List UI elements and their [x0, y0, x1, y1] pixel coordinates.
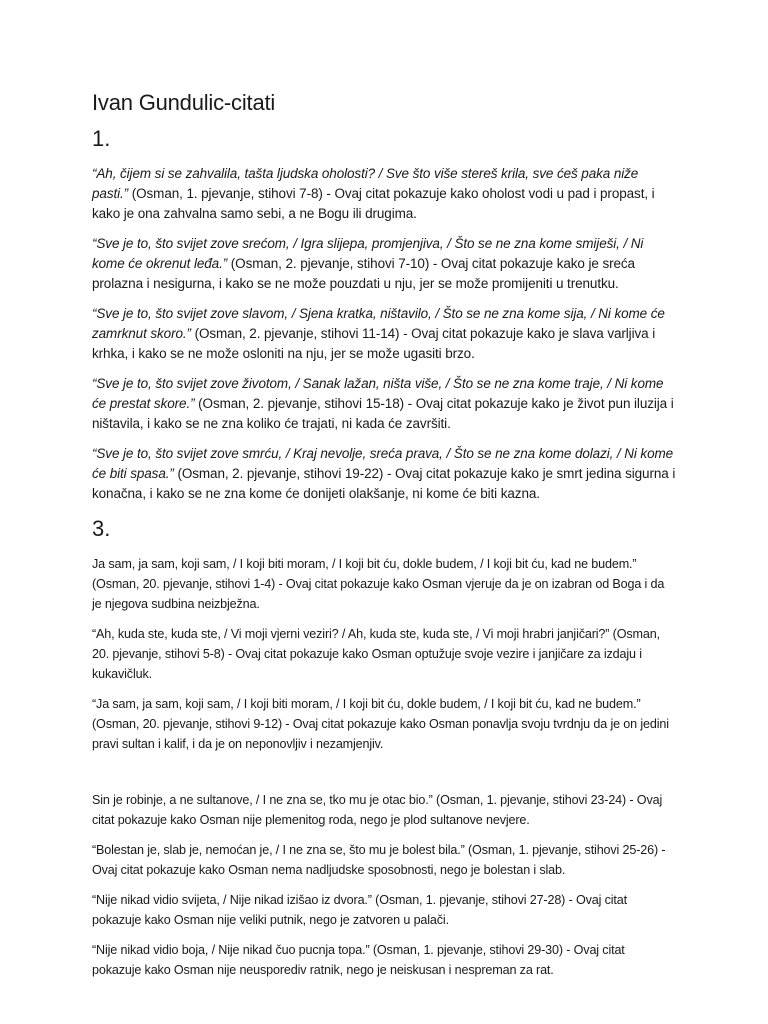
- section-heading-3: 3.: [92, 516, 111, 541]
- quote-text: “Sve je to, što svijet zove smrću, / Kraj nevolje, sreća prava, / Što se ne zna kome dolazi, / Ni kome će biti spasa.”: [92, 446, 674, 481]
- section-spacer: [92, 764, 677, 790]
- quote-paragraph: Ja sam, ja sam, koji sam, / I koji biti moram, / I koji bit ću, dokle budem, / I koji bit ću, kad ne budem.” (Osman, 20. pjevanje, stihovi 1-4) - Ovaj citat pokazuje kako Osman vjeruje da je on izabran od Boga i da je njegova sudbina neizbježna.: [92, 557, 665, 611]
- quote-text: “Ah, čijem si se zahvalila, tašta ljudska oholosti? / Sve što više stereš krila, sve ćeš paka niže pasti.”: [92, 166, 639, 201]
- quote-paragraph: “Ah, kuda ste, kuda ste, / Vi moji vjerni veziri? / Ah, kuda ste, kuda ste, / Vi moji hrabri janjičari?” (Osman, 20. pjevanje, stihovi 5-8) - Ovaj citat pokazuje kako Osman optužuje svoje vezire i janjičare za izdaju i kukavičluk.: [92, 627, 660, 681]
- quote-paragraph: Sin je robinje, a ne sultanove, / I ne zna se, tko mu je otac bio.” (Osman, 1. pjevanje, stihovi 23-24) - Ovaj citat pokazuje kako Osman nije plemenitog roda, nego je plod sultanove nevjere.: [92, 793, 663, 827]
- quote-paragraph: “Ja sam, ja sam, koji sam, / I koji biti moram, / I koji bit ću, dokle budem, / I koji bit ću, kad ne budem.” (Osman, 20. pjevanje, stihovi 9-12) - Ovaj citat pokazuje kako Osman ponavlja svoju tvrdnju da je on jedini pravi sultan i kalif, i da je on neponovljiv i nezamjenjiv.: [92, 697, 669, 751]
- quote-text: “Sve je to, što svijet zove životom, / Sanak lažan, ništa više, / Što se ne zna kome traje, / Ni kome će prestat skore.”: [92, 376, 664, 411]
- quote-paragraph: [92, 164, 677, 224]
- quote-paragraph: “Nije nikad vidio svijeta, / Nije nikad izišao iz dvora.” (Osman, 1. pjevanje, stihovi 27-28) - Ovaj citat pokazuje kako Osman nije veliki putnik, nego je zatvoren u palači.: [92, 893, 627, 927]
- document-page: [92, 88, 677, 990]
- quote-paragraph: [92, 374, 677, 434]
- quote-text: “Sve je to, što svijet zove slavom, / Sjena kratka, ništavilo, / Što se ne zna kome sija, / Ni kome će zamrknut skoro.”: [92, 306, 665, 341]
- quote-text: “Sve je to, što svijet zove srećom, / Igra slijepa, promjenjiva, / Što se ne zna kome smiješi, / Ni kome će okrenut leđa.”: [92, 236, 644, 271]
- quote-paragraph: [92, 444, 677, 504]
- section-heading-1: 1.: [92, 126, 111, 151]
- quote-paragraph: [92, 234, 677, 294]
- quote-commentary: (Osman, 2. pjevanje, stihovi 7-10) - Ovaj citat pokazuje kako je sreća prolazna i nesigurna, i kako se ne može pouzdati u nju, jer se može promijeniti u trenutku.: [92, 256, 635, 291]
- quote-commentary: (Osman, 1. pjevanje, stihovi 7-8) - Ovaj citat pokazuje kako oholost vodi u pad i propast, i kako je ona zahvalna samo sebi, a ne Bogu ili drugima.: [92, 186, 655, 221]
- quote-commentary: (Osman, 2. pjevanje, stihovi 11-14) - Ovaj citat pokazuje kako je slava varljiva i krhka, i kako se ne može osloniti na nju, jer se može ugasiti brzo.: [92, 326, 656, 361]
- document-title: Ivan Gundulic-citati: [92, 90, 276, 115]
- quote-commentary: (Osman, 2. pjevanje, stihovi 15-18) - Ovaj citat pokazuje kako je život pun iluzija i ništavila, i kako se ne zna koliko će trajati, ni kada će završiti.: [92, 396, 674, 431]
- quote-commentary: (Osman, 2. pjevanje, stihovi 19-22) - Ovaj citat pokazuje kako je smrt jedina sigurna i konačna, i kako se ne zna kome će donijeti olakšanje, ni kome će biti kazna.: [92, 466, 676, 501]
- quote-paragraph: [92, 304, 677, 364]
- quote-paragraph: “Nije nikad vidio boja, / Nije nikad čuo pucnja topa.” (Osman, 1. pjevanje, stihovi 29-30) - Ovaj citat pokazuje kako Osman nije neusporediv ratnik, nego je neiskusan i nespreman za rat.: [92, 943, 625, 977]
- quote-paragraph: “Bolestan je, slab je, nemoćan je, / I ne zna se, što mu je bolest bila.” (Osman, 1. pjevanje, stihovi 25-26) - Ovaj citat pokazuje kako Osman nema nadljudske sposobnosti, nego je bolestan i slab.: [92, 843, 666, 877]
